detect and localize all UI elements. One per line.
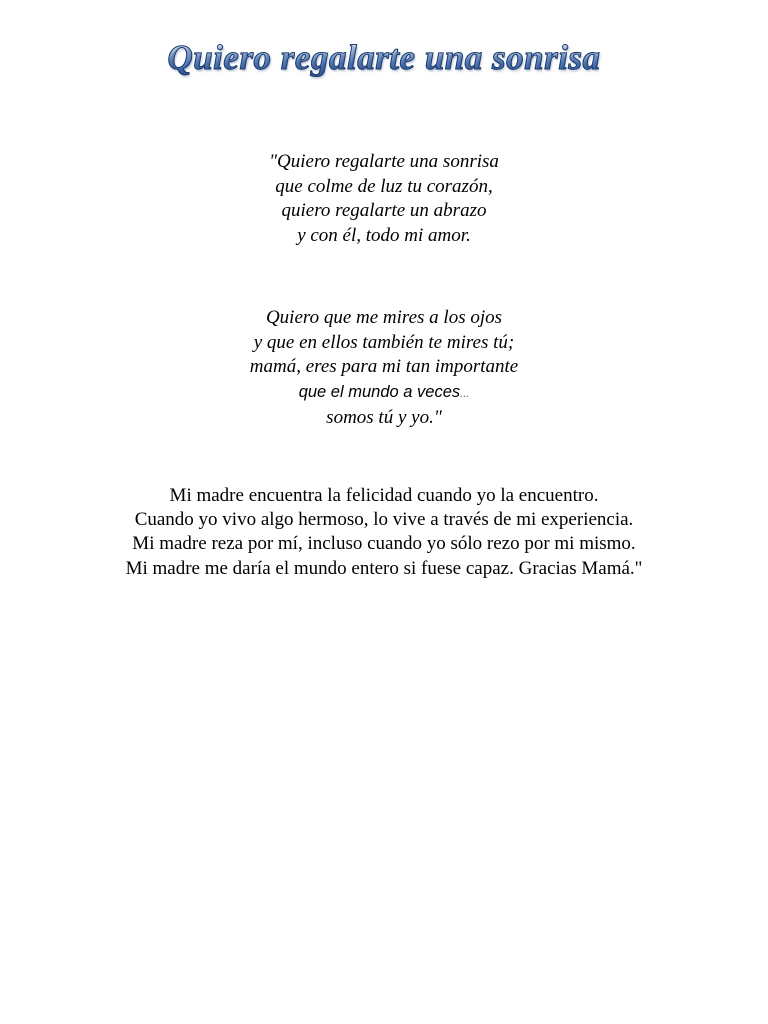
poem-line: Quiero que me mires a los ojos (265, 307, 503, 328)
poem-line-sans (0, 380, 768, 407)
paragraph-line: Mi madre me daría el mundo entero si fuese capaz. Gracias Mamá." (125, 557, 643, 579)
poem-line: y con él, todo mi amor. (297, 224, 471, 246)
poem-ellipsis: ... (460, 387, 470, 400)
poem-line: somos tú y yo." (326, 407, 442, 428)
poem-line: "Quiero regalarte una sonrisa (269, 151, 499, 172)
title-container (0, 34, 768, 82)
page-title: Quiero regalarte una sonrisa (167, 34, 600, 82)
paragraph-line: Mi madre reza por mí, incluso cuando yo sólo rezo por mi mismo. (132, 533, 636, 555)
poem-line: que colme de luz tu corazón, (275, 175, 493, 197)
poem-line: quiero regalarte un abrazo (281, 200, 487, 221)
poem-line-text: que el mundo a veces (298, 382, 461, 401)
poem-line: y que en ellos también te mires tú; (253, 331, 515, 353)
paragraph-line: Cuando yo vivo algo hermoso, lo vive a través de mi experiencia. (134, 509, 634, 531)
poem-line: mamá, eres para mi tan importante (249, 356, 519, 377)
closing-paragraph (0, 484, 768, 581)
poem-stanza-1 (0, 150, 768, 248)
paragraph-line: Mi madre encuentra la felicidad cuando yo la encuentro. (169, 485, 599, 506)
poem-stanza-2 (0, 306, 768, 431)
